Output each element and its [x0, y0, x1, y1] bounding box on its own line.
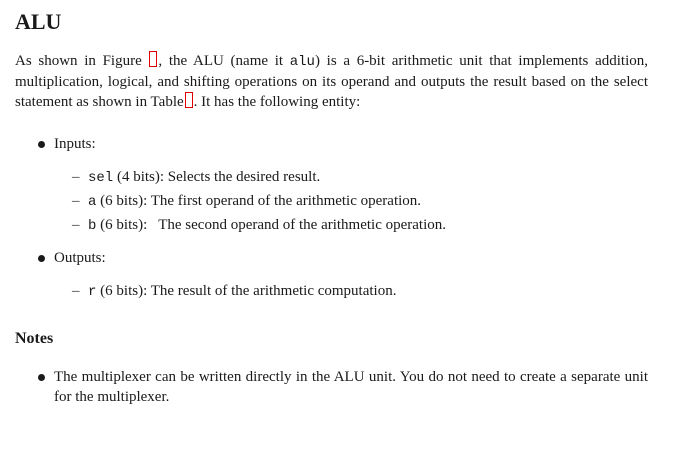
notes-heading: Notes — [15, 330, 54, 347]
note-bullet-icon — [38, 374, 45, 381]
dash-icon: – — [72, 193, 80, 209]
signal-name: a — [88, 194, 97, 210]
input-item-a — [72, 191, 421, 212]
intro-paragraph — [15, 51, 648, 112]
signal-name: sel — [88, 170, 114, 186]
input-item-sel — [72, 167, 320, 188]
signal-desc: (4 bits): Selects the desired result. — [116, 169, 321, 185]
entity-name-code: alu — [289, 54, 315, 70]
figure-ref-link[interactable] — [149, 51, 157, 67]
note-item: The multiplexer can be written directly in the ALU unit. You do not need to create a separate unit for the multiplexer. — [54, 369, 648, 405]
table-ref-link[interactable] — [185, 92, 193, 108]
signal-desc: (6 bits): The first operand of the arithmetic operation. — [100, 193, 422, 209]
outputs-heading: Outputs: — [54, 250, 106, 266]
signal-name: b — [88, 218, 97, 234]
outputs-bullet-icon — [38, 255, 45, 262]
intro-text-3: ) is a 6-bit arithmetic unit that implements addition, multiplication, logical, and shifting operations on its operand and outputs the result based on the select statement as shown in Table — [15, 53, 648, 110]
intro-text-4: . It has the following entity: — [193, 94, 361, 110]
output-item-r — [72, 281, 396, 302]
dash-icon: – — [72, 283, 80, 299]
inputs-heading: Inputs: — [54, 136, 96, 152]
signal-name: r — [88, 284, 97, 300]
dash-icon: – — [72, 169, 80, 185]
intro-text-1: As shown in Figure — [15, 53, 142, 69]
inputs-bullet-icon — [38, 141, 45, 148]
signal-desc: (6 bits): The second operand of the arithmetic operation. — [100, 217, 447, 233]
intro-text-2: , the ALU (name it — [158, 53, 284, 69]
section-title: ALU — [15, 9, 62, 34]
input-item-b — [72, 215, 446, 236]
dash-icon: – — [72, 217, 80, 233]
signal-desc: (6 bits): The result of the arithmetic computation. — [100, 283, 397, 299]
